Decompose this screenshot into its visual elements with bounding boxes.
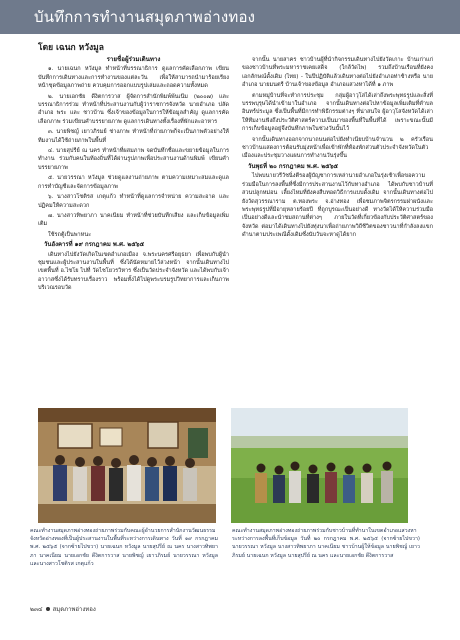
participant-item: ๗. นางสาวทิพยาภา นาคเนียม ทำหน้าที่ช่วยบันทึกเสียง และเก็บข้อมูลเพิ่มเติม <box>38 212 229 228</box>
participant-item: ๔. นายสุปรีย์ ณ นคร ทำหน้าที่ผสมภาพ จดบันทึกชื่อและขยายข้อมูลในการทำงาน ร่วมกับคนในท้องถิ่นที่ได้ผ่านรูปภาพเพื่อประสานงานด้านพิมพ์ เขียนคำบรรยายภาพ <box>38 148 229 171</box>
group-photo-indoor-image <box>38 408 216 523</box>
participant-item: ๓. นายพิชญ์ เยาวภิรมย์ ช่างภาพ ทำหน้าที่ถ่ายภาพก็จะเป็นภาพตัวอย่างให้ทีมงานได้ใช้ถ่ายภาพในพื้นที่ <box>38 129 229 144</box>
day1-paragraph: เดินทางไปยังวัดเกิดในเขตอำเภอเมือง จ.พระนครศรีอยุธยา เพื่อพบกับผู้นำชุมชนและผู้ประสานงานในพื้นที่ ซึ่งได้นัดหมายไว้ล่วงหน้า จากนั้นเดินทางไปเขตพื้นที่ อ.ไชโย ไปที่ วัดไชโยวรวิหาร ซึ่งเป็นวัดประจำจังหวัด และได้พบกับเจ้าอาวาสซึ่งได้รับทราบเรื่องราว พร้อมทั้งได้ไปดูพระบรมรูปวิทยาการและเก็บภาพบริเวณรอบวัด <box>38 251 229 292</box>
group-photo-indoor <box>38 408 216 523</box>
participant-item: ๒. นายเอกชัย ดีงิตการวาส ผู้จัดการสำนักพิมพ์พ้นเนีม (๒๐๐๗) และบรรณาธิการร่วม ทำหน้าที่ประสานงานกับผู้ว่าราชการจังหวัด นายอำเภอ ปลัดอำเภอ พระ และ ชาวบ้าน ซึ่งเจ้าของข้อมูลในการให้ข้อมูลสำคัญ ดูแลการคัดเลือกภาพ ร่วมเขียนคำบรรยายภาพ ดูแลการเดินทางทั้งเรื่องที่พักและอาหาร <box>38 93 229 125</box>
right-paragraph-mid: ตามหมู่บ้านที่จะทำการประชุม กลุ่มผู้อาวุโสได้เล่าถึงพระพุทธรูปและสิ่งที่บรรพบุรุษได้นำเข้ามาในอำเภอ จากนั้นเดินทางต่อไปหาข้อมูลเพิ่มเติมที่ตำบลอินทร์ประมูล ซึ่งเป็นพื้นที่มีการทำพิธีกรรมต่างๆ ที่น่าสนใจ ผู้อาวุโสจังหวัดได้เล่าให้ทีมงานฟังถึงประวัติศาสตร์ความเป็นมาของพื้นที่ในพื้นที่ได้ เพราะขณะนั้นมีการเก็บข้อมูลอยู่จึงบันทึกภาพในช่วงวันนั้นไว้ <box>242 92 433 133</box>
caption-left: คณะทำงานสมุดภาพอ่างทองถ่ายภาพร่วมกับคณะผู้อำนวยการสำนักงานวัฒนธรรมจังหวัดอ่างทองที่เป็นผู้ประสานงานในพื้นที่ระหว่างการเดินทาง วันที่ ๑๙ กรกฎาคม พ.ศ. ๒๕๖๕ (จากซ้ายไปขวา) นายเฉนก หวังมูล นายสุปรีย์ ณ นคร นางสาวทิพยาภา นาคเนียม นายเอกชัย ดีงิตการวาส นายพิชญ์ เยาวภิรมย์ นายวรรณา หวังมูล และนางสาวโชติรส เกตุแก้ว <box>30 528 218 567</box>
date-heading-day2: วันพุธที่ ๒๐ กรกฎาคม พ.ศ. ๒๕๖๕ <box>248 162 339 170</box>
header-bar <box>0 0 460 34</box>
left-column <box>38 56 229 295</box>
page-number: ๒๓๔ <box>30 606 43 613</box>
caption-right: คณะทำงานสมุดภาพอ่างทองถ่ายภาพร่วมกับชาวบ้านที่ทำนาในเขตอำเภอแสวงหา ระหว่างการลงพื้นที่เก็บข้อมูล วันที่ ๒๐ กรกฎาคม พ.ศ. ๒๕๖๕ (จากซ้ายไปขวา) นายวรรณา หวังมูล นางสาวทิพยาภา นาคเนียม ชาวบ้านผู้ให้ข้อมูล นายพิชญ์ เยาวภิรมย์ นายเฉนก หวังมูล นายสุปรีย์ ณ นคร และนายเอกชัย ดีงิตการวาส <box>232 528 420 559</box>
participant-item: ๖. นางสาวโชติรส เกตุแก้ว ทำหน้าที่ดูแลการจำหน่าย ความสะอาด และปฏิคมให้ความสะดวก <box>38 194 229 209</box>
page-footer <box>30 604 96 614</box>
participant-item: ๕. นายวรรณา หวังมูล ช่วยดูแลงานถ่ายภาพ ตามความเหมาะสมและดูแลการทำบัญชีและจัดการข้อมูลภาพ <box>38 175 229 190</box>
right-paragraph-end: จากนั้นเดินทางออกจากนาถนนต่อไปยังทำเนียบบ้านจำนวน ๒ ครัวเรือน ชาวบ้านแสดงการต้อนรับมุ่งหน้าเพื่อเข้าพักที่ห้องพักส่วนตัวประจำจังหวัดในตัวเมืองและประชุมวางแผนการทำงานวันรุ่งขึ้น <box>242 136 433 160</box>
right-paragraph-top: จากนั้น นายสาคร ชาวบ้านผู้ที่นำกิจกรรมเดินทางไปยังวัดเกาะ บ้านเก่าแก่ของชาวบ้านที่พระมหาราชเคยเสด็จ (ใกล้วัดไพ) รวมถึงบ้านเรือนที่ยังคงเอกลักษณ์ดั้งเดิม (ไทย) - ในปีปฏิบัติแล้วเดินทางต่อไปยังอำเภอท่าช้างหรือ นายอำเภอ นายมนตรี บ้านเจ้าของข้อมูล อำเภอแสวงหาได้ที่ ๑ ภาพ <box>242 57 433 89</box>
author-byline: โดย เฉนก หวังมูล <box>38 43 104 53</box>
group-photo-ricefield <box>231 408 408 523</box>
date-heading-day1: วันอังคารที่ ๑๙ กรกฎาคม พ.ศ. ๒๕๖๕ <box>44 241 145 249</box>
participant-item: ๑. นายเฉนก หวังมูล ทำหน้าที่บรรณาธิการ ดูแลการคัดเลือกภาพ เขียนบันทึกการเดินทางและการทำงานของแต่ละวัน เพื่อให้สามารถนำมาร้อยเรียงหน้าชุดข้อมูลภาพถ่าย ควบคุมการออกแบบรูปเล่มและถอดความทั้งหมด <box>38 66 229 90</box>
right-column <box>242 56 433 242</box>
group-photo-ricefield-image <box>231 408 408 523</box>
bullet-icon <box>46 607 50 611</box>
vehicle-note: ใช้รถตู้เป็นพาหนะ <box>48 231 92 238</box>
publication-name: สมุดภาพอ่างทอง <box>52 606 96 613</box>
page-title: บันทึกการทำงานสมุดภาพอ่างทอง <box>34 8 256 26</box>
participants-heading: รายชื่อผู้ร่วมเดินทาง <box>106 56 161 63</box>
day2-paragraph: ไปพบนายวรีวัชนิ่งตีรองผู้บัญชาการเหล่านายอำเภอในรุ่งเช้าเพื่อขอความร่วมมือในการลงพื้นที่ซึ่งมีการประสานงานไว้กับทางอำเภอ ได้พบกับชาวบ้านที่สวนปลูกหม่อน เลี้ยงไหมที่ยังคงสืบทอดวิธีการแบบดั้งเดิม จากนั้นเดินทางต่อไปยังวัดสุวรรณาราม ต.ทองพระ จ.อ่างทอง เพื่อชมภาพจิตรกรรมฝาผนังและพระพุทธรูปที่มีอายุหลายร้อยปี ที่ถูกบูรณะเป็นอย่างดี ทางวัดได้ให้ความร่วมมือเป็นอย่างดีและนำชมสถานที่ต่างๆ ภายในวัดที่เกี่ยวข้องกับประวัติศาสตร์ของจังหวัด ต่อมาได้เดินทางไปยังทุ่งนาเพื่อถ่ายภาพวิถีชีวิตของชาวนาที่กำลังลงแขกดำนาตามประเพณีดั้งเดิมซึ่งนับวันจะหาดูได้ยาก <box>242 173 433 239</box>
